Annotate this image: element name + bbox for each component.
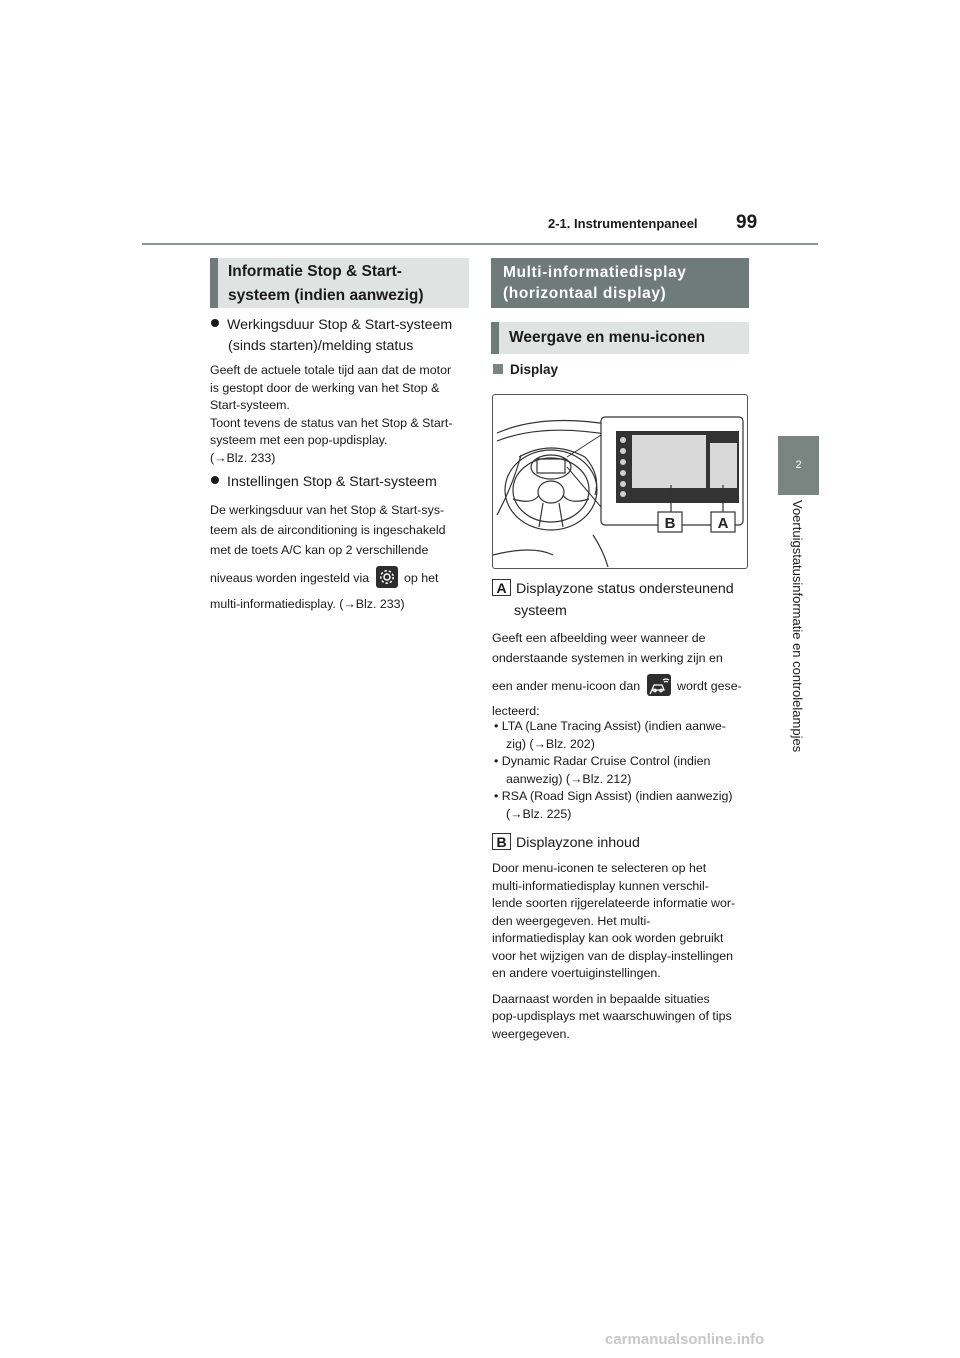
item-a-description (492, 628, 754, 721)
text-line: en andere voertuiginstellingen. (492, 966, 661, 980)
bullet-duration (211, 315, 471, 357)
text-line: lende soorten rijgerelateerde informatie wor- (492, 896, 736, 910)
text-line: voor het wijzigen van de display-instellingen (492, 948, 734, 963)
text-line: een ander menu-icoon dan (492, 679, 641, 693)
bullet-settings-text: Instellingen Stop & Start-systeem (227, 474, 437, 490)
text-line: Toont tevens de status van het Stop & Start- (210, 415, 453, 430)
page-reference: (→Blz. 233) (210, 450, 276, 465)
bullet-settings (211, 472, 471, 493)
list-item: • RSA (Road Sign Assist) (indien aanwezig) (494, 789, 733, 803)
chapter-label (780, 500, 816, 790)
figure-label-b: B (664, 515, 676, 532)
menu-icons-heading (491, 322, 749, 354)
bullet-dot (211, 476, 219, 484)
text-line: den weergegeven. Het multi- (492, 913, 651, 928)
list-item-text: aanwezig) (→Blz. 212) (506, 771, 632, 786)
display-label (493, 362, 558, 377)
assist-system-list (492, 718, 754, 823)
stop-start-heading-line1: Informatie Stop & Start- (228, 263, 402, 280)
watermark: carmanualsonline.info (605, 1331, 765, 1348)
text-line: Daarnaast worden in bepaalde situaties (492, 991, 710, 1006)
text-line: De werkingsduur van het Stop & Start-sys- (210, 503, 445, 517)
text-line: Door menu-iconen te selecteren op het (492, 861, 707, 875)
gear-icon (376, 566, 398, 588)
stop-start-heading-line2: systeem (indien aanwezig) (228, 287, 424, 304)
multi-info-heading-line2: (horizontaal display) (503, 285, 667, 302)
text-line: systeem met een pop-updisplay. (210, 433, 388, 447)
display-figure (492, 394, 748, 569)
bullet-duration-line1: Werkingsduur Stop & Start-systeem (227, 317, 453, 333)
item-b-title: Displayzone inhoud (516, 835, 640, 851)
list-item: • LTA (Lane Tracing Assist) (indien aanwe- (494, 719, 726, 733)
list-item-text: zig) (→Blz. 202) (506, 736, 595, 751)
figure-label-a: A (717, 515, 729, 532)
stop-start-heading (210, 258, 469, 308)
car-sensor-icon (647, 674, 671, 696)
settings-description (210, 500, 472, 614)
list-item: • Dynamic Radar Cruise Control (indien (494, 754, 711, 768)
text-line: multi-informatiedisplay kunnen verschil- (492, 878, 709, 893)
chapter-tab (778, 436, 819, 495)
item-b-badge: B (492, 833, 511, 850)
menu-icons-heading-text: Weergave en menu-iconen (509, 329, 706, 346)
dashboard-illustration (493, 395, 747, 568)
text-line: is gestopt door de werking van het Stop & (210, 380, 440, 395)
text-line: pop-updisplays met waarschuwingen of tips (492, 1009, 732, 1023)
multi-info-heading (491, 258, 749, 308)
list-item-text: (→Blz. 225) (506, 806, 572, 821)
display-label-text: Display (510, 362, 559, 377)
text-line: met de toets A/C kan op 2 verschillende (210, 543, 429, 557)
item-a-title-line2: systeem (514, 603, 567, 619)
text-line: op het (404, 571, 439, 585)
item-b-heading (492, 833, 752, 854)
chapter-tab-number: 2 (795, 459, 802, 471)
header-divider (142, 243, 818, 245)
text-line: lecteerd: (492, 704, 540, 718)
text-line: wordt gese- (677, 679, 742, 693)
list-item-text: LTA (Lane Tracing Assist) (indien aanwe- (501, 719, 726, 733)
section-title: 2-1. Instrumentenpaneel (548, 216, 698, 231)
text-line: onderstaande systemen in werking zijn en (492, 651, 723, 665)
item-a-heading (492, 579, 752, 622)
text-line: niveaus worden ingesteld via (210, 571, 370, 585)
text-line: Geeft de actuele totale tijd aan dat de motor (210, 363, 452, 377)
duration-description (210, 362, 472, 467)
text-line: Start-systeem. (210, 398, 290, 412)
item-a-badge: A (492, 579, 511, 596)
text-line: weergegeven. (492, 1026, 570, 1041)
text-line: Geeft een afbeelding weer wanneer de (492, 631, 706, 645)
list-item-text: Dynamic Radar Cruise Control (indien (501, 754, 711, 768)
list-item-text: RSA (Road Sign Assist) (indien aanwezig) (501, 789, 733, 803)
text-line: informatiedisplay kan ook worden gebruikt (492, 931, 724, 945)
item-b-description (492, 860, 754, 1043)
page-reference: multi-informatiedisplay. (→Blz. 233) (210, 597, 405, 611)
text-line: teem als de airconditioning is ingeschakeld (210, 523, 446, 537)
multi-info-heading-line1: Multi-informatiedisplay (503, 264, 687, 281)
bullet-duration-line2: (sinds starten)/melding status (228, 338, 414, 354)
square-marker (493, 364, 503, 374)
page-number: 99 (736, 212, 758, 233)
bullet-dot (211, 319, 219, 327)
item-a-title-line1: Displayzone status ondersteunend (516, 581, 734, 597)
chapter-label-text: Voertuigstatusinformatie en controlelampjes (790, 500, 805, 753)
